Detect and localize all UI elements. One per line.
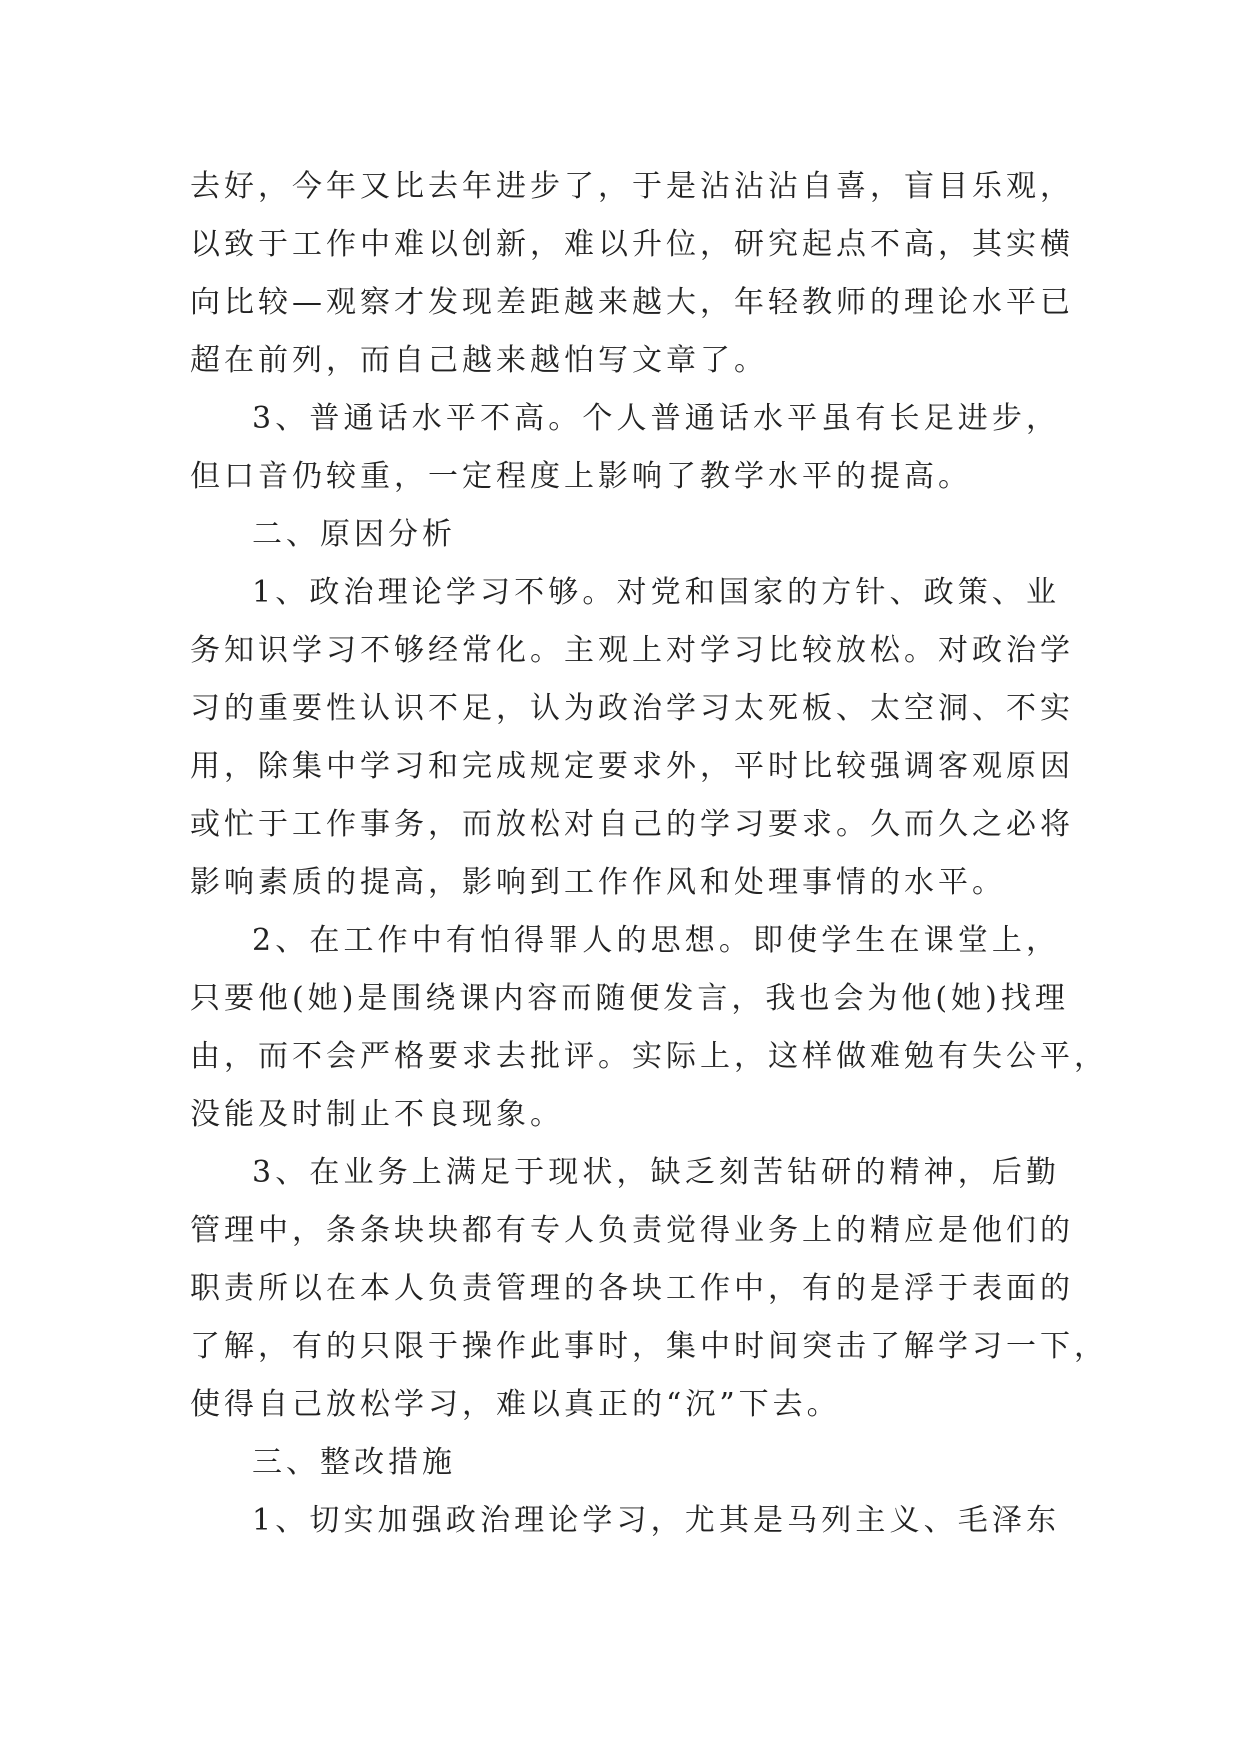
text-line: 2、在工作中有怕得罪人的思想。即使学生在课堂上， xyxy=(252,923,1060,958)
text-line: 向比较—观察才发现差距越来越大，年轻教师的理论水平已 xyxy=(190,285,1074,320)
text-line: 使得自己放松学习，难以真正的“沉”下去。 xyxy=(190,1387,841,1422)
text-line: 用，除集中学习和完成规定要求外，平时比较强调客观原因 xyxy=(190,749,1074,784)
document-body-text xyxy=(190,158,1108,1550)
text-line: 超在前列，而自己越来越怕写文章了。 xyxy=(190,343,768,378)
text-line: 务知识学习不够经常化。主观上对学习比较放松。对政治学 xyxy=(190,633,1074,668)
text-line: 了解，有的只限于操作此事时，集中时间突击了解学习一下， xyxy=(190,1329,1108,1364)
text-line: 或忙于工作事务，而放松对自己的学习要求。久而久之必将 xyxy=(190,807,1074,842)
text-line: 影响素质的提高，影响到工作作风和处理事情的水平。 xyxy=(190,865,1006,900)
text-line: 1、切实加强政治理论学习，尤其是马列主义、毛泽东 xyxy=(252,1503,1060,1538)
text-line: 没能及时制止不良现象。 xyxy=(190,1097,564,1132)
text-line: 以致于工作中难以创新，难以升位，研究起点不高，其实横 xyxy=(190,227,1074,262)
text-line: 习的重要性认识不足，认为政治学习太死板、太空洞、不实 xyxy=(190,691,1074,726)
text-line: 只要他(她)是围绕课内容而随便发言，我也会为他(她)找理 xyxy=(190,981,1069,1016)
text-line: 管理中，条条块块都有专人负责觉得业务上的精应是他们的 xyxy=(190,1213,1074,1248)
text-line: 去好，今年又比去年进步了，于是沾沾沾自喜，盲目乐观， xyxy=(190,169,1074,204)
text-line: 1、政治理论学习不够。对党和国家的方针、政策、业 xyxy=(252,575,1060,610)
text-line: 但口音仍较重，一定程度上影响了教学水平的提高。 xyxy=(190,459,972,494)
text-line: 3、普通话水平不高。个人普通话水平虽有长足进步， xyxy=(252,401,1060,436)
text-line: 3、在业务上满足于现状，缺乏刻苦钻研的精神，后勤 xyxy=(252,1155,1060,1190)
text-line: 职责所以在本人负责管理的各块工作中，有的是浮于表面的 xyxy=(190,1271,1074,1306)
text-line: 二、原因分析 xyxy=(252,517,456,552)
text-line: 由，而不会严格要求去批评。实际上，这样做难勉有失公平， xyxy=(190,1039,1108,1074)
text-line: 三、整改措施 xyxy=(252,1445,456,1480)
